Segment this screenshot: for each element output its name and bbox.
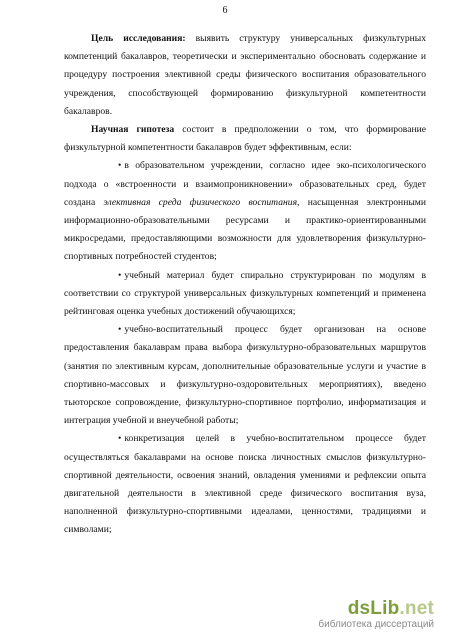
bullet-text: конкретизация целей в учебно-воспитательном процессе будет осуществляться бакалаврами на основе поиска личностных смыслов физкультурно-спортивной деятельности, освоения знаний, овладения умениями и рефлексии опыта двигательной деятельности в элективной среде физического воспитания вуза, наполненной физкультурно-спортивными идеалами, ценностями, традициями и символами;: [64, 433, 426, 536]
bullet-text: в образовательном учреждении, согласно идее эко-психологического подхода о «встроенности и взаимопроникновении» образовательных сред, будет создана: [64, 160, 426, 208]
logo-ext-text: .net: [399, 598, 434, 619]
bullet-text: учебно-воспитательный процесс будет организован на основе предоставления бакалаврам права выбора физкультурно-образовательных маршрутов (занятия по элективным курсам, дополнительные образовательные услуги и участие в спортивно-массовых и физкультурно-оздоровительных мероприятиях), введено тьюторское сопровождение, физкультурно-спортивное портфолио, информатизация и интеграция учебной и внеучебной работы;: [64, 324, 426, 427]
dslib-watermark: [318, 599, 434, 631]
dslib-logo: [318, 599, 434, 619]
document-body: [64, 30, 426, 540]
bullet-marker: •: [118, 324, 122, 336]
bullet-marker: •: [118, 433, 122, 445]
bullet-text-continued: , насыщенная электронными информационно-образовательными ресурсами и практико-ориентированными микросредами, предоставляющими возможности для удовлетворения физкультурно-спортивных потребностей студентов;: [64, 196, 426, 263]
logo-main-text: dsLib: [347, 598, 400, 619]
page-number: 6: [222, 5, 228, 16]
bullet-italic-term: элективная среда физического воспитания: [103, 196, 298, 208]
watermark-subtitle: библиотека диссертаций: [318, 619, 434, 630]
hypothesis-bullet-3: [64, 321, 426, 430]
hypothesis-paragraph: [64, 121, 426, 157]
hypothesis-bullet-2: [64, 267, 426, 322]
research-goal-label: Цель исследования:: [91, 33, 186, 44]
bullet-marker: •: [118, 160, 122, 172]
bullet-text: учебный материал будет спирально структурирован по модулям в соответствии со структурой универсальных физкультурных компетенций и применена рейтинговая оценка учебных достижений обучающихся;: [64, 269, 426, 318]
hypothesis-bullet-1: [64, 157, 426, 266]
hypothesis-bullet-4: [64, 430, 426, 539]
research-goal-text: выявить структуру универсальных физкультурных компетенций бакалавров, теоретически и экспериментально обосновать содержание и процедуру построения элективной среды физического воспитания образовательного учреждения, способствующей формированию физкультурной компетентности бакалавров.: [64, 33, 426, 117]
research-goal-paragraph: [64, 30, 426, 121]
bullet-marker: •: [118, 269, 122, 281]
hypothesis-text: состоит в предположении о том, что формирование физкультурной компетентности бакалавров будет эффективным, если:: [64, 124, 426, 154]
hypothesis-label: Научная гипотеза: [91, 124, 175, 136]
